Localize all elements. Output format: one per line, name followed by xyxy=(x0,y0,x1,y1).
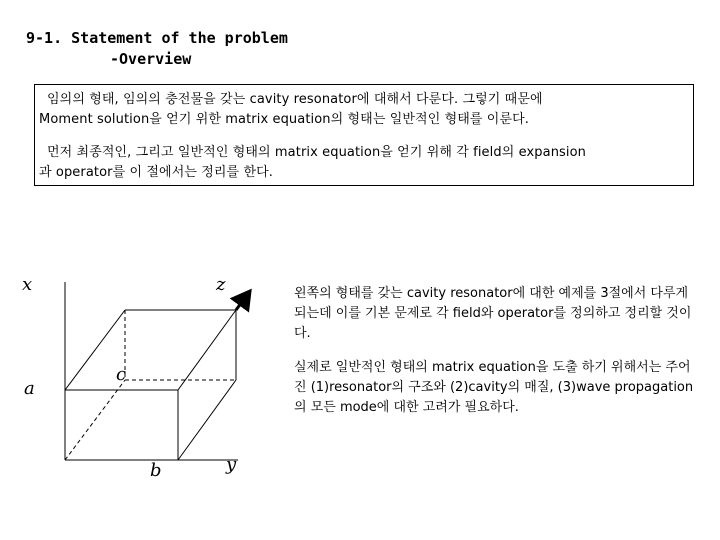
overview-box xyxy=(34,84,694,186)
description-text xyxy=(286,284,696,418)
overview-text: Moment solution을 얻기 위한 matrix equation의 형태는 일반적인 형태를 이룬다. xyxy=(39,112,530,127)
x-label: x xyxy=(22,274,33,295)
overview-paragraph-1 xyxy=(39,90,687,130)
description-paragraph-1: 왼쪽의 형태를 갖는 cavity resonator에 대한 예제를 3절에서 다루게 되는데 이를 기본 문제로 각 field와 operator를 정의하고 정리할 것이다. xyxy=(294,286,692,341)
y-label: y xyxy=(226,454,237,475)
slide-title xyxy=(26,28,288,70)
a-label: a xyxy=(24,378,35,399)
title-line: 9-1. Statement of the problem xyxy=(26,29,288,47)
subtitle-line: -Overview xyxy=(110,50,192,68)
overview-paragraph-2 xyxy=(39,143,687,183)
b-label: b xyxy=(150,460,162,481)
z-label: z xyxy=(216,274,226,295)
c-label: c xyxy=(116,364,127,385)
box-edge xyxy=(178,380,236,460)
cavity-diagram xyxy=(0,262,280,540)
description-paragraph-2: 실제로 일반적인 형태의 matrix equation을 도출 하기 위해서는 주어진 (1)resonator의 구조와 (2)cavity의 매질, (3)wave propagation의 모든 mode에 대한 고려가 필요하다. xyxy=(294,360,694,415)
overview-text: 먼저 최종적인, 그리고 일반적인 형태의 matrix equation을 얻기 위해 각 field의 expansion xyxy=(47,145,587,160)
overview-text: 임의의 형태, 임의의 충전물을 갖는 cavity resonator에 대해서 다룬다. 그렇기 때문에 xyxy=(47,92,543,107)
box-edge xyxy=(178,310,236,390)
z-axis-hidden xyxy=(65,380,125,460)
z-axis-arrow xyxy=(236,291,250,310)
overview-text: 과 operator를 이 절에서는 정리를 한다. xyxy=(39,165,274,180)
